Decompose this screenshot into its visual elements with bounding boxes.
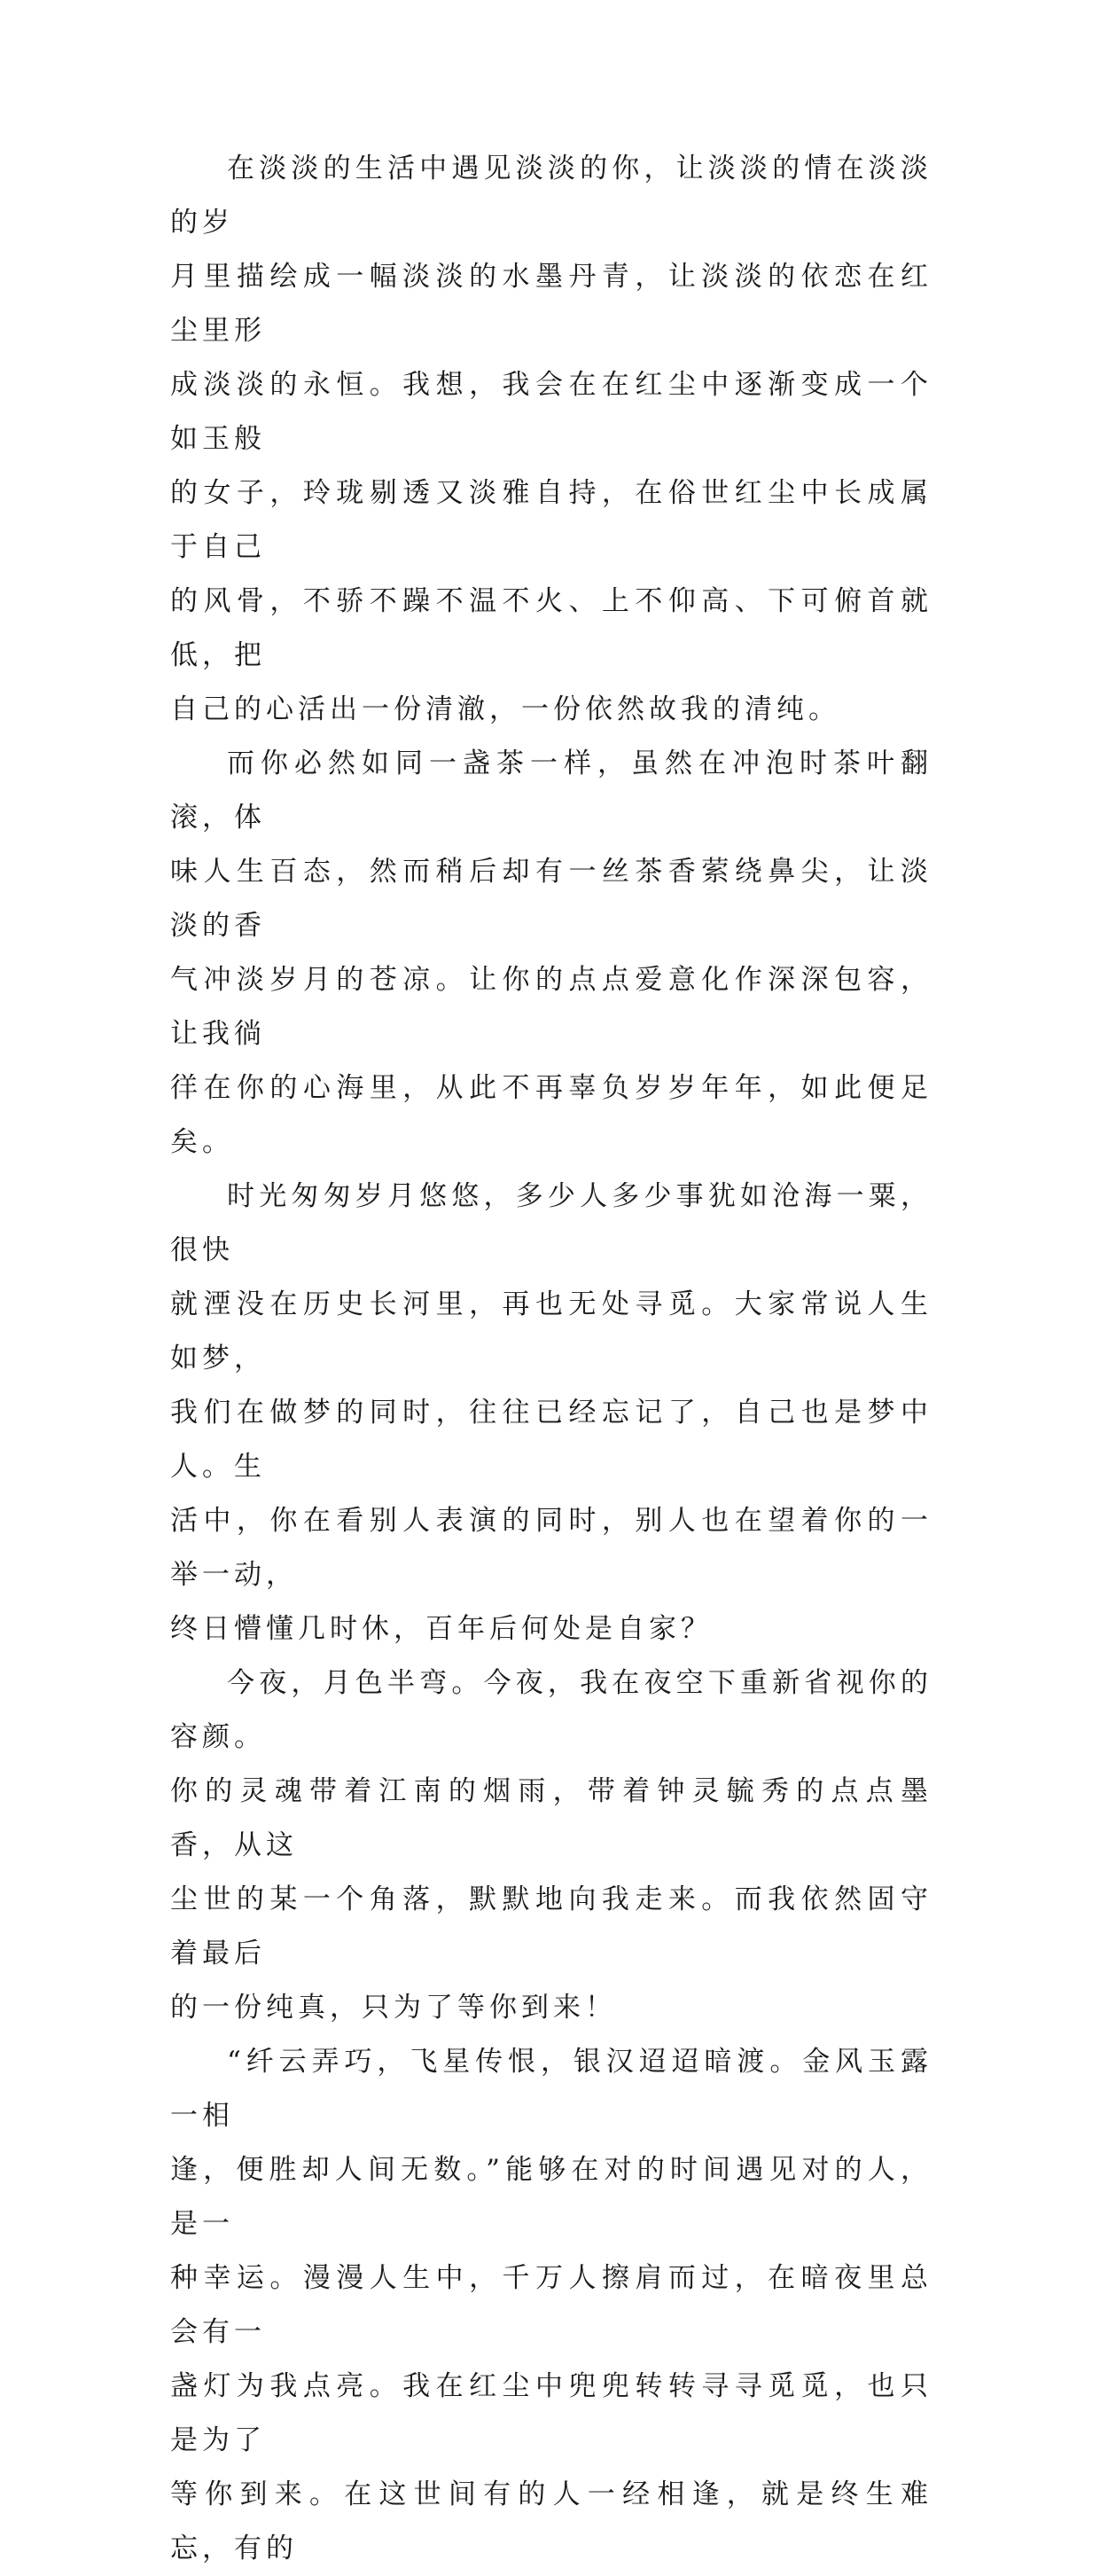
paragraph-4: 今夜，月色半弯。今夜，我在夜空下重新省视你的容颜。 你的灵魂带着江南的烟雨，带着钟灵毓秀的点点墨香，从这 尘世的某一个角落，默默地向我走来。而我依然固守着最后 的一份纯真，只为了等你到来！ (170, 1667, 932, 2024)
paragraph-5: “纤云弄巧，飞星传恨，银汉迢迢暗渡。金风玉露一相 逢，便胜却人间无数。”能够在对的时间遇见对的人，是一 种幸运。漫漫人生中，千万人擦肩而过，在暗夜里总会有一 盏灯为我点亮。我在红尘中兜兜转转寻寻觅觅，也只是为了 等你到来。在这世间有的人一经相逢，就是终生难忘，有的 (170, 2046, 932, 2564)
paragraph-3: 时光匆匆岁月悠悠，多少人多少事犹如沧海一粟，很快 就湮没在历史长河里，再也无处寻觅。大家常说人生如梦， 我们在做梦的同时，往往已经忘记了，自己也是梦中人。生 活中，你在看别人表演的同时，别人也在望着你的一举一动， 终日懵懂几时休，百年后何处是自家？ (170, 1180, 932, 1645)
paragraph-2: 而你必然如同一盏茶一样，虽然在冲泡时茶叶翻滚，体 味人生百态，然而稍后却有一丝茶香萦绕鼻尖，让淡淡的香 气冲淡岁月的苍凉。让你的点点爱意化作深深包容，让我徜 徉在你的心海里，从此不再辜负岁岁年年，如此便足矣。 (170, 748, 932, 1158)
body-text (170, 142, 932, 2576)
paragraph-1: 在淡淡的生活中遇见淡淡的你，让淡淡的情在淡淡的岁 月里描绘成一幅淡淡的水墨丹青，让淡淡的依恋在红尘里形 成淡淡的永恒。我想，我会在在红尘中逐渐变成一个如玉般 的女子，玲珑剔透又淡雅自持，在俗世红尘中长成属于自己 的风骨，不骄不躁不温不火、上不仰高、下可俯首就低，把 自己的心活出一份清澈，一份依然故我的清纯。 (170, 153, 932, 725)
